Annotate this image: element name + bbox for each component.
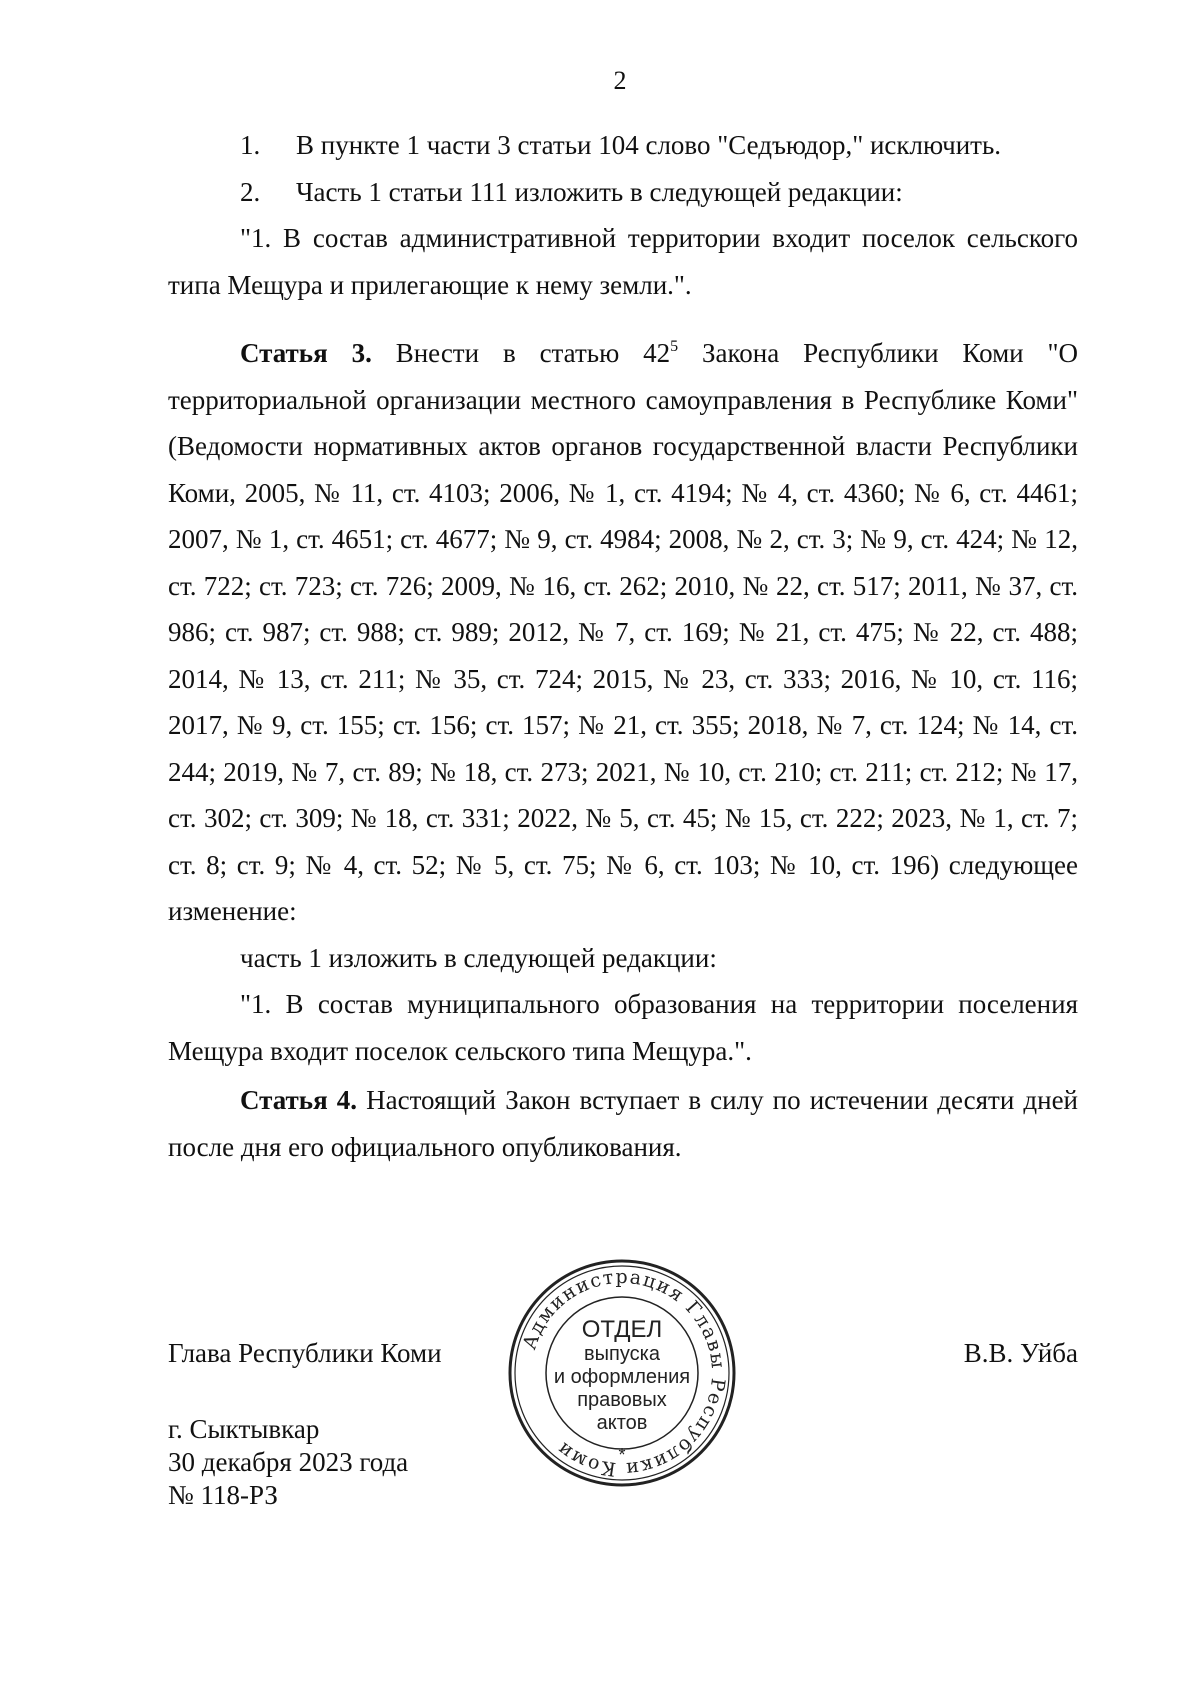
list-item-text: Часть 1 статьи 111 изложить в следующей редакции: [296,176,903,207]
signatory-name: В.В. Уйба [963,1338,1078,1368]
list-item [168,169,1078,216]
date: 30 декабря 2023 года [168,1447,409,1477]
stamp-line: ОТДЕЛ [581,1316,663,1343]
stamp-line: правовых [577,1389,667,1411]
article-4-label: Статья 4. [240,1085,358,1115]
list-item-text: В пункте 1 части 3 статьи 104 слово "Седъюдор," исключить. [296,130,1002,160]
stamp-line: актов [596,1412,648,1434]
stamp-star-icon: * [618,1445,626,1465]
article-4-text: Настоящий Закон вступает в силу по истечении десяти дней после дня его официального опубликования. [168,1085,1078,1162]
article-3-label: Статья 3. [240,338,372,368]
official-stamp [502,1253,742,1493]
law-number: № 118-РЗ [168,1480,278,1510]
quote-paragraph: "1. В состав административной территории входит поселок сельского типа Мещура и прилегающие к нему земли.". [168,223,1078,300]
stamp-line: и оформления [553,1366,691,1388]
article-3-paragraph [168,330,1078,935]
amendments-block [168,122,1078,308]
article-3-text: Закона Республики Коми "О территориальной организации местного самоуправления в Республике Коми" (Ведомости нормативных актов органов государственной власти Республики Коми, 2005, № 11, ст. 4103; 2006, № 1, ст. 4194; № 4, ст. 4360; № 6, ст. 4461; 2007, № 1, ст. 4651; ст. 4677; № 9, ст. 4984; 2008, № 2, ст. 3; № 9, ст. 424; № 12, ст. 722; ст. 723; ст. 726; 2009, № 16, ст. 262; 2010, № 22, ст. 517; 2011, № 37, ст. 986; ст. 987; ст. 988; ст. 989; 2012, № 7, ст. 169; № 21, ст. 475; № 22, ст. 488; 2014, № 13, ст. 211; № 35, ст. 724; 2015, № 23, ст. 333; 2016, № 10, ст. 116; 2017, № 9, ст. 155; ст. 156; ст. 157; № 21, ст. 355; 2018, № 7, ст. 124; № 14, ст. 244; 2019, № 7, ст. 89; № 18, ст. 273; 2021, № 10, ст. 210; ст. 211; ст. 212; № 17, ст. 302; ст. 309; № 18, ст. 331; 2022, № 5, ст. 45; № 15, ст. 222; 2023, № 1, ст. 7; ст. 8; ст. 9; № 4, ст. 52; № 5, ст. 75; № 6, ст. 103; № 10, ст. 196) следующее изменение: [168,338,1079,926]
page-number: 2 [613,66,627,95]
document-details [168,1413,408,1512]
article-3-superscript: 5 [670,338,679,355]
list-item-number: 2. [240,176,261,207]
stamp-line: выпуска [584,1343,660,1365]
city: г. Сыктывкар [168,1414,320,1444]
stamp-ring-textpath: Администрация Главы Республики Коми [518,1265,730,1481]
article-4-paragraph [168,1077,1078,1170]
article-4 [168,1077,1078,1170]
list-item-number: 1. [240,130,261,160]
signatory-title: Глава Республики Коми [168,1338,442,1368]
article-3 [168,330,1078,1074]
article-3-quote: "1. В состав муниципального образования на территории поселения Мещура входит поселок сельского типа Мещура.". [168,989,1078,1066]
list-item [168,122,1078,169]
article-3-pre: Внести в статью 42 [371,338,671,368]
article-3-subparagraph: часть 1 изложить в следующей редакции: [240,942,717,973]
